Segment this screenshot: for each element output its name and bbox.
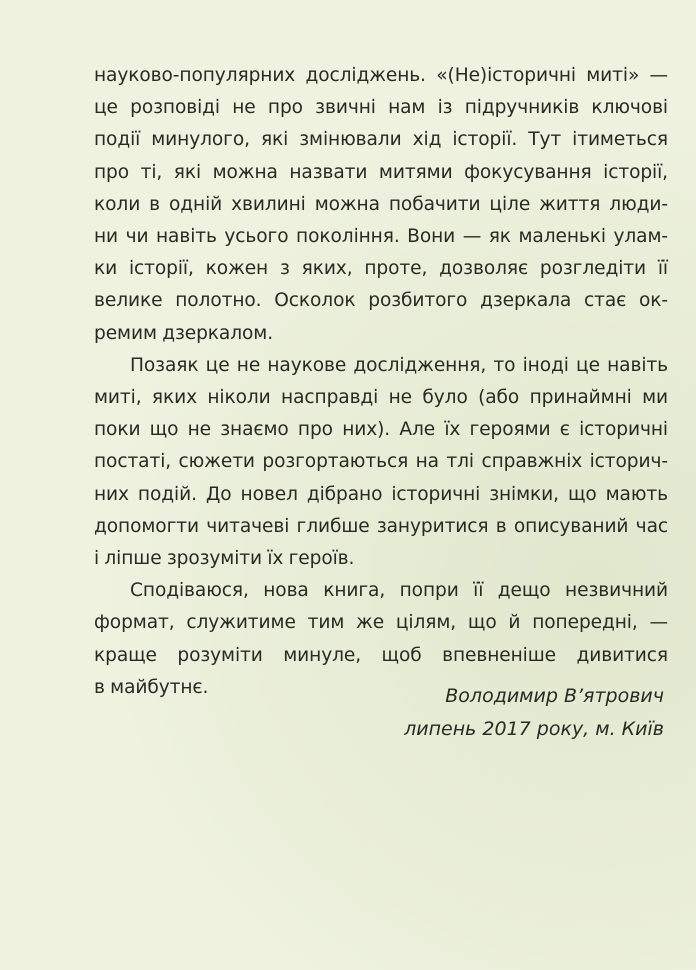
text-line: поки що не знаємо про них). Але їх героями є історичні <box>94 419 668 441</box>
text-line: краще розуміти минуле, щоб впевненіше дивитися <box>94 644 668 666</box>
text-line: Позаяк це не наукове дослідження, то іноді це навіть <box>130 354 668 376</box>
text-line: науково-популярних досліджень. «(Не)історичні миті» — <box>94 65 668 86</box>
text-line: миті, яких ніколи насправді не було (або принаймні ми <box>94 387 668 409</box>
text-line: про ті, які можна назвати митями фокусування історії, <box>94 161 668 183</box>
paragraph-2 <box>94 350 668 575</box>
text-line: це розповіді не про звичні нам із підручників ключові <box>94 97 668 119</box>
text-line: ки історії, кожен з яких, проте, дозволяє розгледіти її <box>94 258 668 280</box>
date-place: липень 2017 року, м. Київ <box>404 718 664 740</box>
text-line: коли в одній хвилині можна побачити ціле життя люди- <box>94 193 668 215</box>
text-line: ремим дзеркалом. <box>94 322 273 344</box>
author-name: Володимир В’ятрович <box>445 685 664 707</box>
text-line: події минулого, які змінювали хід історії. Тут ітиметься <box>94 129 668 151</box>
text-line: них подій. До новел дібрано історичні знімки, що мають <box>94 483 668 505</box>
text-line: постаті, сюжети розгортаються на тлі справжніх історич- <box>94 451 668 473</box>
text-line: допомогти читачеві глибше зануритися в описуваний час <box>94 515 668 537</box>
text-line: Сподіваюся, нова книга, попри її дещо незвичний <box>130 580 668 602</box>
page-body <box>94 60 668 704</box>
text-line: в майбутнє. <box>94 676 209 698</box>
text-line: ни чи навіть усього покоління. Вони — як маленькі улам- <box>94 226 668 248</box>
text-line: і ліпше зрозуміти їх героїв. <box>94 548 355 570</box>
paragraph-1 <box>94 60 668 350</box>
text-line: формат, служитиме тим же цілям, що й попередні, — <box>94 612 668 634</box>
text-line: велике полотно. Осколок розбитого дзеркала стає ок- <box>94 290 668 312</box>
signature-block <box>404 680 664 746</box>
